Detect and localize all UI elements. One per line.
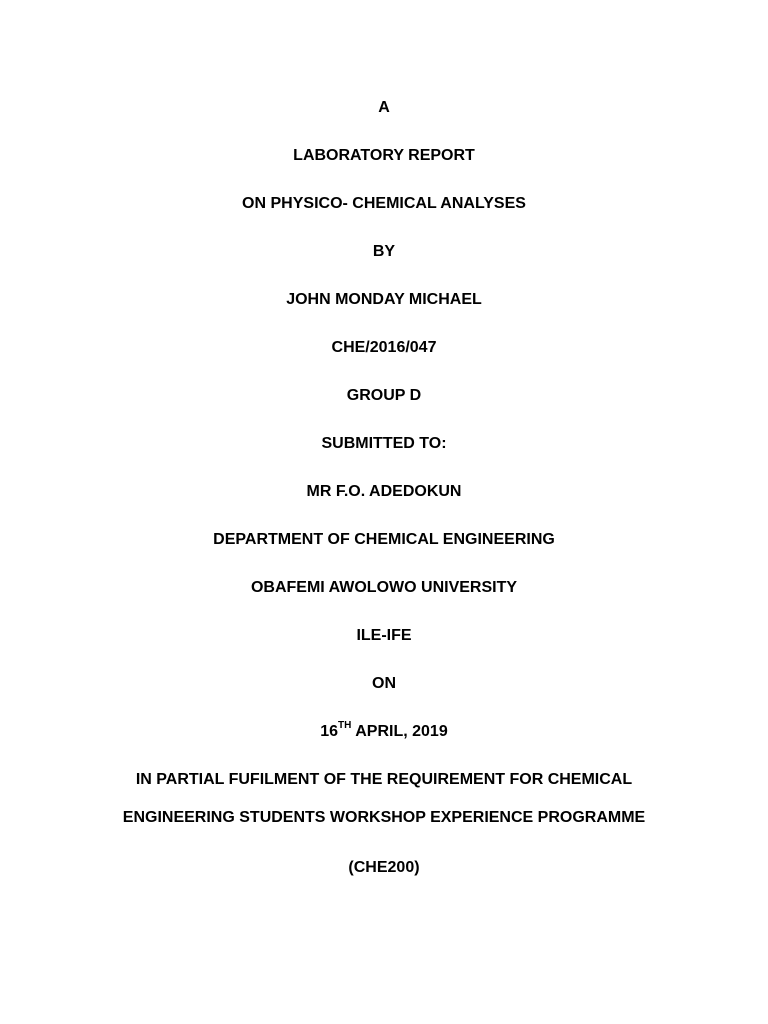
department-name: DEPARTMENT OF CHEMICAL ENGINEERING — [213, 531, 555, 548]
title-letter-a: A — [378, 99, 390, 116]
date-month-year: APRIL, 2019 — [351, 723, 448, 740]
submitted-to-label: SUBMITTED TO: — [321, 435, 447, 452]
date-suffix: TH — [338, 719, 352, 731]
on-label: ON — [372, 675, 396, 692]
author-name: JOHN MONDAY MICHAEL — [286, 291, 482, 308]
supervisor-name: MR F.O. ADEDOKUN — [306, 483, 462, 500]
purpose-line-2: ENGINEERING STUDENTS WORKSHOP EXPERIENCE PROGRAMME — [122, 809, 646, 826]
report-type: LABORATORY REPORT — [293, 147, 475, 164]
group-label: GROUP D — [346, 387, 422, 404]
course-code: (CHE200) — [348, 859, 420, 876]
submission-date — [0, 719, 768, 742]
report-subject: ON PHYSICO- CHEMICAL ANALYSES — [242, 195, 526, 212]
date-day: 16 — [320, 723, 339, 740]
by-label: BY — [372, 243, 396, 260]
purpose-line-1: IN PARTIAL FUFILMENT OF THE REQUIREMENT FOR CHEMICAL — [135, 771, 633, 788]
matric-number: CHE/2016/047 — [331, 339, 437, 356]
city-name: ILE-IFE — [356, 627, 412, 644]
university-name: OBAFEMI AWOLOWO UNIVERSITY — [250, 579, 518, 596]
